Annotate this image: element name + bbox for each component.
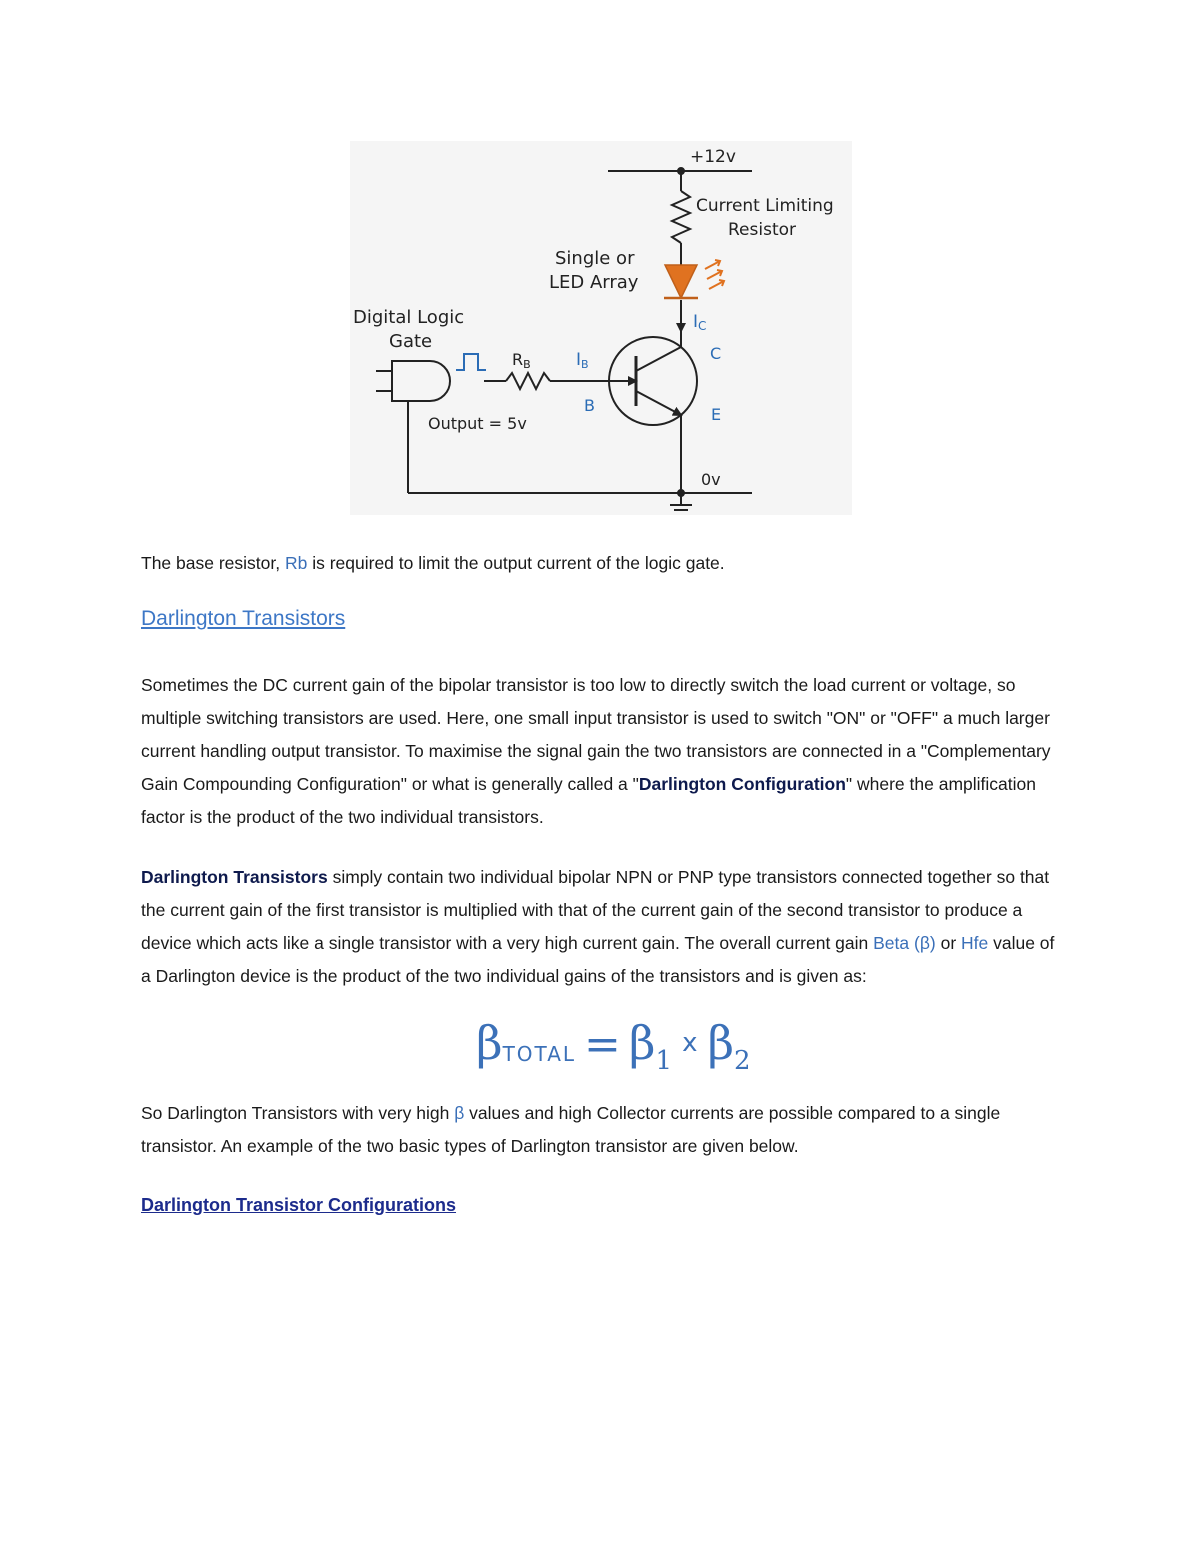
ib-label: IB: [576, 350, 589, 371]
limiter-label-1: Current Limiting: [696, 196, 834, 216]
paragraph-base-resistor: The base resistor, Rb is required to limit the output current of the logic gate.: [141, 553, 725, 573]
paragraph-summary: So Darlington Transistors with very high β values and high Collector currents are possible compared to a single transistor. An example of the two basic types of Darlington transistor are given below.: [141, 1103, 1001, 1156]
limiter-label-2: Resistor: [728, 220, 796, 240]
base-resistor: [506, 373, 550, 389]
led-symbol: [665, 265, 697, 298]
limiting-resistor: [672, 191, 690, 243]
pulse-icon: [456, 354, 486, 370]
gate-label-2: Gate: [389, 331, 433, 352]
emitter-label: E: [711, 405, 722, 424]
paragraph-intro: Sometimes the DC current gain of the bipolar transistor is too low to directly switch the load current or voltage, so multiple switching transistors are used. Here, one small input transistor is used to switch "ON" or "OFF" a much larger current handling output transistor. To maximise the signal gain the two transistors are connected in a "Complementary Gain Compounding Configuration" or what is generally called a "Darlington Configuration" where the amplification factor is the product of the two individual transistors.: [141, 675, 1051, 827]
heading-darlington-configurations[interactable]: Darlington Transistor Configurations: [141, 1195, 457, 1215]
rb-term: Rb: [284, 553, 308, 573]
circuit-diagram: [350, 141, 852, 515]
supply-label: +12v: [690, 147, 736, 167]
logic-gate-symbol: [392, 361, 450, 401]
gate-label-1: Digital Logic: [353, 307, 465, 328]
beta-symbol: β: [454, 1103, 465, 1123]
ground-label: 0v: [701, 470, 721, 489]
output-label: Output = 5v: [428, 414, 527, 433]
hfe-term: Hfe: [961, 933, 989, 953]
led-label-2: LED Array: [549, 272, 639, 293]
rb-label: RB: [512, 350, 531, 371]
base-label: B: [584, 396, 595, 415]
collector-label: C: [710, 344, 722, 363]
darlington-configuration-term: Darlington Configuration: [638, 774, 846, 794]
led-label-1: Single or: [555, 248, 635, 269]
paragraph-darlington: Darlington Transistors simply contain two individual bipolar NPN or PNP type transistors connected together so that the current gain of the first transistor is multiplied with that of the current gain of the second transistor to produce a device which acts like a single transistor with a very high current gain. The overall current gain Beta (β) or Hfe value of a Darlington device is the product of the two individual gains of the transistors and is given as:: [141, 867, 1055, 986]
beta-total-formula: βTOTAL = β1x β2: [476, 1016, 751, 1076]
darlington-term: Darlington Transistors: [141, 867, 328, 887]
beta-term: Beta (β): [873, 933, 936, 953]
heading-darlington-transistors[interactable]: Darlington Transistors: [141, 607, 346, 630]
ic-label: IC: [693, 312, 707, 333]
